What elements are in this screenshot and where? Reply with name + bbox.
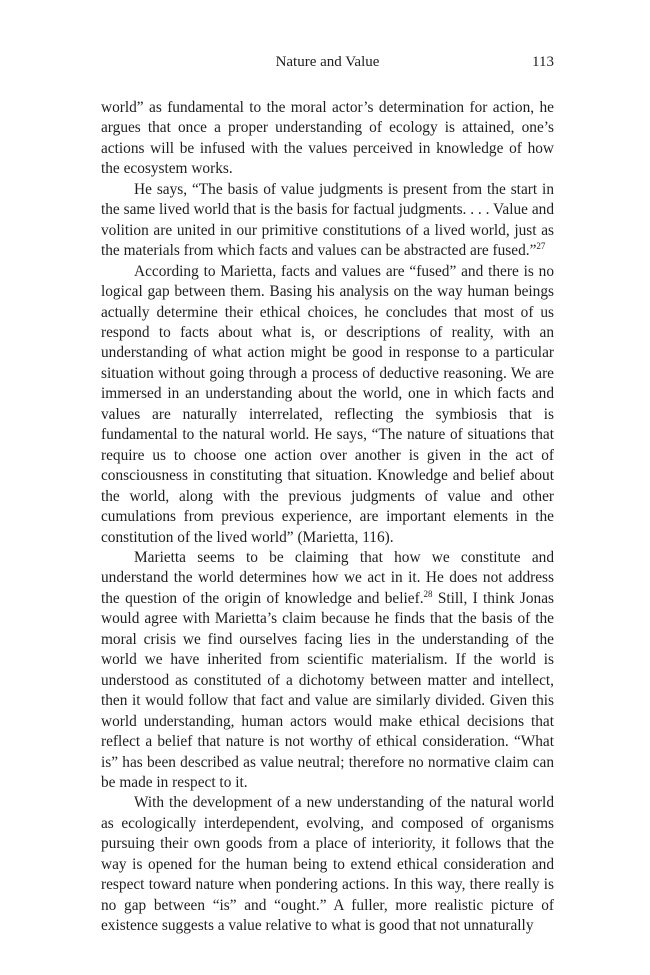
body-paragraph — [101, 793, 554, 936]
running-header — [101, 54, 554, 76]
body-paragraph — [101, 262, 554, 548]
paragraph-text: world” as fundamental to the moral actor’s determination for action, he argues that once a proper understanding of ecology is attained, one’s actions will be infused with the values perceived in knowledge of how the ecosystem works. — [101, 99, 554, 178]
paragraph-text: Still, I think Jonas would agree with Marietta’s claim because he finds that the basis of the moral crisis we find ourselves facing lies in the understanding of the world we have inherited from scientific materialism. If the world is understood as constituted of a dichotomy between matter and intellect, then it would follow that fact and value are similarly divided. Given this world understanding, human actors would make ethical decisions that reflect a belief that nature is not worthy of ethical consideration. “What is” has been described as value neutral; therefore no normative claim can be made in respect to it. — [101, 589, 554, 791]
page-number: 113 — [532, 54, 554, 70]
body-paragraph — [101, 180, 554, 262]
paragraph-text: According to Marietta, facts and values are “fused” and there is no logical gap between them. Basing his analysis on the way human beings actually determine their ethical choices, he concludes that most of us respond to facts about what is, or descriptions of reality, with an understanding of what action might be good in response to a particular situation without going through a process of deductive reasoning. We are immersed in an understanding about the world, one in which facts and values are naturally interrelated, reflecting the symbiosis that is fundamental to the natural world. He says, “The nature of situations that require us to choose one action over another is given in the act of consciousness in constituting that situation. Knowledge and belief about the world, along with the previous judgments of value and other cumulations from previous experience, are important elements in the constitution of the lived world” (Marietta, 116). — [101, 262, 554, 546]
body-paragraph — [101, 548, 554, 793]
paragraph-text: Marietta seems to be claiming that how we constitute and understand the world determines how we act in it. He does not address the question of the origin of knowledge and belief. — [101, 548, 554, 607]
running-title: Nature and Value — [275, 54, 380, 70]
paragraph-text: With the development of a new understanding of the natural world as ecologically interdependent, evolving, and composed of organisms pursuing their own goods from a place of interiority, it follows that the way is opened for the human being to extend ethical consideration and respect toward nature when pondering actions. In this way, there really is no gap between “is” and “ought.” A fuller, more realistic picture of existence suggests a value relative to what is good that not unnaturally — [101, 794, 554, 935]
footnote-reference: 28 — [423, 588, 433, 599]
body-text — [101, 98, 554, 937]
body-paragraph — [101, 98, 554, 180]
paragraph-text: He says, “The basis of value judgments is present from the start in the same lived world that is the basis for factual judgments. . . . Value and volition are united in our primitive constitutions of a lived world, just as the materials from which facts and values can be abstracted are fused.” — [101, 180, 554, 260]
footnote-reference: 27 — [536, 241, 546, 252]
